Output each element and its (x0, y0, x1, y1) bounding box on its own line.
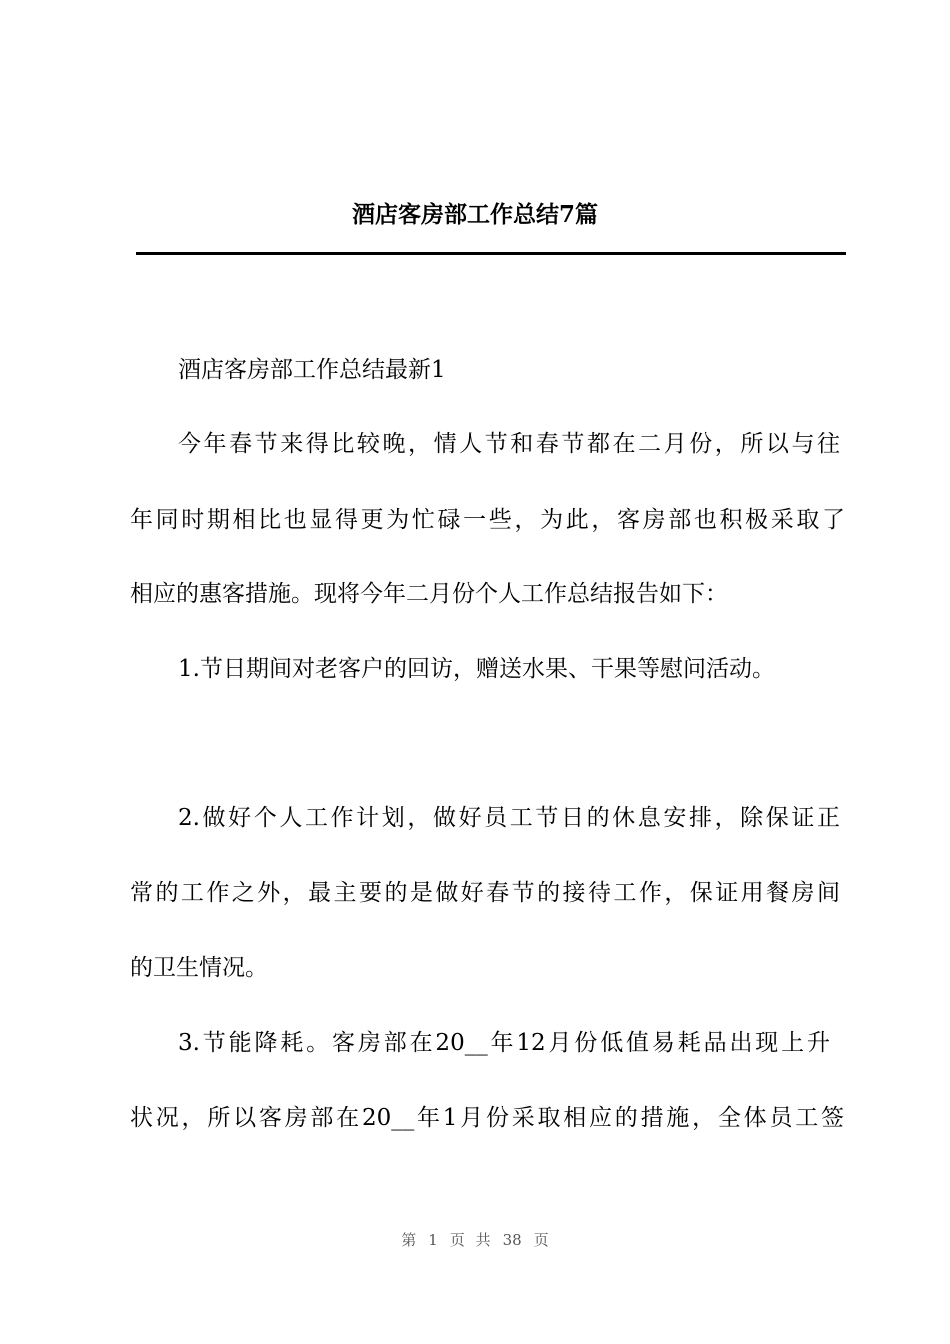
paragraph-line: 1.节日期间对老客户的回访，赠送水果、干果等慰问活动。 (178, 656, 775, 682)
paragraph-line: 常的工作之外，最主要的是做好春节的接待工作，保证用餐房间 (130, 880, 840, 906)
footer-middle: 页 共 (449, 1231, 491, 1249)
footer-prefix: 第 (401, 1231, 417, 1249)
paragraph-line: 今年春节来得比较晚，情人节和春节都在二月份，所以与往 (178, 431, 840, 457)
paragraph-line: 的卫生情况。 (130, 955, 268, 981)
paragraph-line: 2.做好个人工作计划，做好员工节日的休息安排，除保证正 (178, 805, 840, 831)
paragraph-line: 年同时期相比也显得更为忙碌一些，为此，客房部也积极采取了 (130, 507, 845, 533)
footer-total-pages: 38 (502, 1231, 522, 1249)
document-title: 酒店客房部工作总结7篇 (351, 201, 598, 228)
footer-suffix: 页 (533, 1231, 549, 1249)
footer-page-number: 1 (428, 1231, 438, 1249)
paragraph-line: 状况，所以客房部在20__年1月份采取相应的措施，全体员工签 (130, 1105, 844, 1131)
section-heading: 酒店客房部工作总结最新1 (178, 357, 446, 383)
paragraph-line: 3.节能降耗。客房部在20__年12月份低值易耗品出现上升 (178, 1030, 830, 1056)
paragraph-line: 相应的惠客措施。现将今年二月份个人工作总结报告如下： (130, 581, 728, 607)
title-underline (136, 252, 846, 255)
page-footer (0, 1229, 950, 1250)
